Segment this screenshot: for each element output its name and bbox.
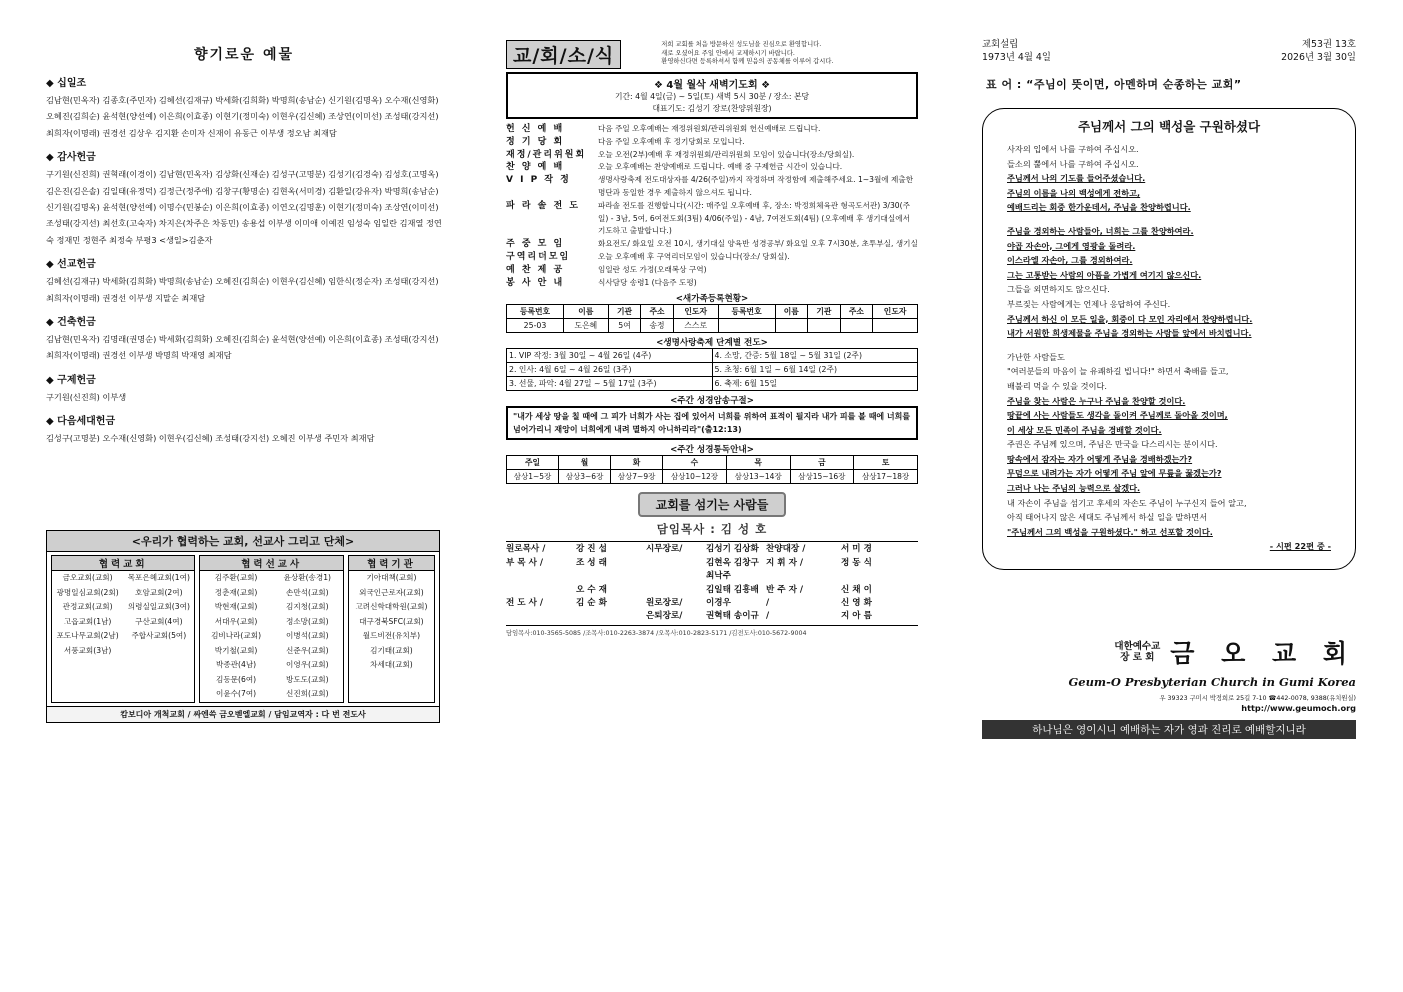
scripture-line: 땅끝에 사는 사람들도 생각을 돌이켜 주님께로 돌아올 것이며, (1007, 410, 1228, 421)
staff-row (506, 584, 918, 597)
bible-day-header: 수 (663, 456, 727, 470)
announcement-label: 재정/관리위원회 (506, 149, 587, 160)
staff-cell (646, 584, 706, 597)
staff-cell: 정 동 식 (841, 557, 872, 568)
announcement-label: 주 중 모 임 (506, 239, 565, 250)
announcement-text: 다음 주일 오후예배 후 정기당회로 모입니다. (598, 136, 745, 146)
offerings-title: 향기로운 예물 (193, 47, 295, 63)
registration-cell: 5여 (608, 319, 641, 333)
bible-reading-cell: 삼상1~5장 (507, 470, 559, 484)
partner-missionaries (199, 555, 343, 703)
staff-cell: 찬양대장 / (766, 544, 806, 555)
bible-reading-cell: 삼상7~9장 (611, 470, 663, 484)
partner-church: 광명일심교회(2회) (56, 587, 119, 597)
registration-header-cell: 주소 (840, 305, 873, 319)
scripture-line: 예배드리는 회중 한가운데서, 주님을 찬양하렵니다. (1007, 202, 1191, 213)
staff-cell (506, 584, 576, 597)
registration-cell (808, 319, 841, 333)
partner-church: 관정교회(교회) (62, 602, 113, 611)
dawn-prayer-leader: 대표기도: 김성기 장로(찬양위원장) (652, 104, 772, 113)
registration-header-cell: 이름 (775, 305, 808, 319)
evangelism-step: 2. 인사: 4월 6일 ~ 4월 26일 (3주) (507, 363, 713, 377)
evangelism-step: 1. VIP 작정: 3월 30일 ~ 4월 26일 (4주) (507, 349, 713, 363)
scripture-line: 부르짖는 사람에게는 언제나 응답하여 주신다. (1007, 298, 1171, 309)
scripture-line: 내 자손이 주님을 섬기고 후세의 자손도 주님이 누구신지 들어 알고, (1007, 497, 1247, 508)
offering-donor-list: 구기원(신진희) 권혁래(이경이) 김남현(민옥자) 김상화(신재순) 김성구(고명분) 김성기(김경숙) 김성호(고명옥) 김은진(김은솔) 김일태(유정덕) 김정근(정주애) 김창구(황명순) 김현옥(서미경) 김환일(강유자) 박명희(송남순) 신기원(김명옥) 윤석현(양선예) 이명수(민봉순) 이은희(이효종) 이연오(김명훈) 이현기(정미숙) 조상연(이미선) 조성태(강지선) 최선호(고숙자) 차지은(차주은 차동민) 송용섭 이부생 이미애 이예진 임성숙 임일란 김재열 정연숙 정재민 정현주 최정숙 부평3 <생일>김춘자 (46, 169, 442, 245)
evangelism-table (506, 348, 918, 391)
staff-cell: 원로목사 / (506, 544, 546, 555)
offering-section-heading: ◆ 건축헌금 (46, 317, 96, 329)
staff-cell: 서 미 경 (841, 544, 872, 555)
offering-section (46, 313, 442, 364)
scripture-line: 이 세상 모든 민족이 주님을 경배할 것이다. (1007, 424, 1162, 435)
staff-row (506, 597, 918, 610)
bible-reading-caption: <주간 성경통독안내> (670, 445, 754, 456)
offering-section (46, 148, 442, 248)
partner-organization: 차세대(교회) (370, 660, 413, 669)
church-address: 우 39323 구미시 박정희로 25길 7-10 ☎442-0078, 9388(유치원실) (1159, 695, 1356, 702)
scripture-line: "여러분들의 마음이 늘 유쾌하길 빕니다!" 하면서 축배를 들고, (1007, 366, 1229, 377)
partner-missionary: 김지청(교회) (286, 602, 329, 611)
dawn-prayer-box (506, 72, 918, 119)
church-motto: 표 어 : “주님이 뜻이면, 아멘하며 순종하는 교회” (986, 78, 1242, 91)
established-label: 교회설립 (982, 39, 1019, 50)
scripture-line: 아직 태어나지 않은 세대도 주님께서 하실 일을 말하면서 (1007, 512, 1208, 523)
registration-cell (718, 319, 775, 333)
offering-sections (46, 74, 442, 447)
staff-list (506, 541, 918, 625)
scripture-line: 그는 고통받는 사람의 아픔을 가볍게 여기지 않으신다. (1007, 269, 1202, 280)
partner-churches (51, 555, 195, 703)
offerings-column (46, 38, 442, 447)
news-title: 교/회/소/식 (506, 40, 621, 69)
announcement-label: 정 기 당 회 (506, 136, 565, 147)
dawn-prayer-title: ❖ 4월 월삭 새벽기도회 ❖ (653, 80, 771, 91)
offering-section (46, 255, 442, 306)
offering-section (46, 412, 442, 446)
senior-pastor: 담임목사 : 김 성 호 (656, 522, 768, 537)
staff-cell: 반 주 자 / (766, 584, 804, 595)
offering-section (46, 371, 442, 405)
partner-church: 의령실일교회(3여) (127, 602, 190, 611)
offering-donor-list: 김남현(민옥자) 김명래(권명순) 박세화(김희화) 오혜진(김희순) 윤석현(양선예) 이은희(이효종) 조성태(강지선) 최희자(이명래) 권경선 이부생 박명희 박재영 최재담 (46, 334, 439, 361)
offering-donor-list: 김성구(고명분) 오수재(신영화) 이현우(김신혜) 조성태(강지선) 오혜진 이부생 주민자 최재담 (46, 433, 375, 444)
partner-missionary: 김비나라(교회) (211, 631, 262, 640)
partner-missionaries-header: 협력선교사 (200, 556, 342, 571)
offering-section (46, 74, 442, 141)
staff-cell (576, 610, 646, 623)
scripture-line: 주권은 주님께 있으며, 주님은 만국을 다스리시는 분이시다. (1007, 439, 1218, 450)
registration-header-cell: 등록번호 (507, 305, 564, 319)
partner-missionary: 방도도(교회) (286, 674, 329, 684)
partner-church: 금오교회(교회) (62, 573, 113, 582)
partner-organization: 월드비전(유치부) (362, 631, 421, 640)
scripture-gap (1007, 341, 1331, 350)
announcement-label: 헌 신 예 배 (506, 124, 565, 134)
scripture-line: 야곱 자손아, 그에게 영광을 돌려라. (1007, 240, 1136, 251)
scripture-line: 이스라엘 자손아, 그를 경외하여라. (1007, 255, 1133, 266)
partner-missionary: 서대우(교회) (214, 616, 258, 626)
partner-church: 구산교회(4여) (135, 616, 183, 626)
scripture-line: 무덤으로 내려가는 자가 어떻게 주님 앞에 무릎을 꿇겠는가? (1007, 468, 1222, 479)
staff-cell: 권혁태 송이규 (706, 611, 759, 622)
registration-header-cell: 등록번호 (718, 305, 775, 319)
staff-row (506, 610, 918, 623)
issue-date: 2026년 3월 30일 (1281, 52, 1356, 63)
announcement-text: 오늘 오후예배는 찬양예배로 드립니다. 예배 중 구제헌금 시간이 있습니다. (598, 162, 843, 172)
bible-day-header: 월 (559, 456, 611, 470)
announcement-text: 다음 주일 오후예배는 재정위원회/관리위원회 헌신예배로 드립니다. (598, 124, 821, 133)
denomination (1114, 641, 1160, 663)
evangelism-step: 4. 소망, 간증: 5월 18일 ~ 5월 31일 (2주) (712, 349, 918, 363)
staff-cell: 지 휘 자 / (766, 557, 804, 568)
partner-missionary: 김동문(6여) (216, 674, 257, 684)
offering-section-heading: ◆ 다음세대헌금 (46, 416, 116, 428)
scripture-line: 배불리 먹을 수 있을 것이다. (1007, 380, 1108, 391)
partner-missionary: 박종관(4남) (216, 660, 257, 669)
bottom-verse-bar: 하나님은 영이시니 예배하는 자가 영과 진리로 예배할지니라 (982, 720, 1356, 739)
evangelism-step: 3. 선물, 파악: 4월 27일 ~ 5월 17일 (3주) (507, 377, 713, 391)
scripture-line: 내가 서원한 희생제물을 주님을 경외하는 사람들 앞에서 바치렵니다. (1007, 328, 1252, 339)
welcome-message (661, 41, 833, 67)
registration-cell: 스스로 (673, 319, 718, 333)
cooperation-title: <우리가 협력하는 교회, 선교사 그리고 단체> (47, 531, 439, 552)
phone-numbers: 담임목사:010-3565-5085 /조목사:010-2263-3874 /오목사:010-2823-5171 /김전도사:010-5672-9004 (506, 629, 807, 637)
announcement-label: 구역리더모임 (506, 251, 571, 262)
registration-header-cell: 기관 (808, 305, 841, 319)
evangelism-step: 6. 축제: 6월 15일 (712, 377, 918, 391)
scripture-title: 주님께서 그의 백성을 구원하셨다 (1077, 119, 1261, 134)
announcement-text: 화요전도/ 화요일 오전 10시, 생기대실 양육반 성경공부/ 화요일 오후 7시30분, 초투부실, 생기실 (598, 239, 918, 249)
partner-missionary: 이병석(교회) (286, 631, 329, 640)
scripture-box (982, 108, 1356, 570)
scripture-line: 그러나 나는 주님의 능력으로 살겠다. (1007, 483, 1141, 494)
church-website[interactable]: http://www.geumoch.org (1241, 703, 1356, 713)
church-english-name: Geum-O Presbyterian Church in Gumi Korea (1068, 675, 1356, 689)
scripture-line: 주님께서 하신 이 모든 일을, 회중이 다 모인 자리에서 찬양하렵니다. (1007, 313, 1253, 324)
cooperation-box (46, 530, 440, 723)
staff-cell: 김성기 김상화 (706, 544, 759, 555)
bible-reading-cell: 삼상10~12장 (663, 470, 727, 484)
bible-day-header: 금 (790, 456, 854, 470)
welcome-line: 새로 오셨어요 주일 안에서 교제하시기 바랍니다. (661, 49, 795, 57)
staff-cell: 김 순 화 (576, 597, 607, 608)
partner-church: 호암교회(2여) (135, 587, 183, 597)
offering-section-heading: ◆ 십일조 (46, 78, 87, 89)
welcome-line: 환영하신다면 등록하셔서 함께 믿음의 공동체를 이루어 갑시다. (661, 58, 834, 66)
staff-cell: / (766, 611, 770, 622)
staff-cell: 부 목 사 / (506, 557, 544, 568)
registration-header-cell: 주소 (641, 305, 674, 319)
scripture-line: 주님께서 나의 기도를 들어주셨습니다. (1007, 173, 1146, 184)
partner-church: 주합사교회(5여) (131, 631, 187, 640)
partner-churches-header: 협력교회 (52, 556, 194, 571)
staff-row (506, 557, 918, 584)
bible-reading-table (506, 455, 918, 484)
announcement-text: 파라솔 전도를 진행합니다(시간: 매주일 오후예배 후, 장소: 박정희체육관 형곡도서관) 3/30(주일) - 3남, 5여, 6여전도회(3팀) 4/06(주일) - 4남, 7여전도회(4팀) (오후예배 후 생기대실에서 기도하고 출발합니다.) (598, 200, 910, 236)
announcement-text: 오늘 오전(2부)예배 후 재정위원회/관리위원회 모임이 있습니다(장소/당회실). (598, 149, 855, 159)
staff-cell: 오 수 재 (576, 584, 607, 595)
registration-header-cell: 기관 (608, 305, 641, 319)
partner-missionary: 박기철(교회) (214, 645, 258, 655)
staff-cell: 시무장로/ (646, 544, 683, 555)
staff-cell: 전 도 사 / (506, 597, 544, 608)
partner-church: 포도나무교회(2남) (56, 631, 119, 640)
dawn-prayer-schedule: 기간: 4월 4일(금) ~ 5일(토) 새벽 5시 30분 / 장소: 본당 (614, 92, 810, 101)
denomination-line-2: 장 로 회 (1120, 652, 1155, 663)
partner-missionary: 윤상환(송경1) (283, 573, 332, 582)
staff-cell: 은퇴장로/ (646, 611, 683, 622)
scripture-line: 땅속에서 잠자는 자가 어떻게 주님을 경배하겠는가? (1007, 453, 1193, 464)
announcement-label: V I P 작 정 (506, 175, 571, 186)
volume-number: 제53권 13호 (1301, 39, 1356, 50)
partner-missionary: 신준우(교회) (286, 645, 329, 655)
church-name: 금 오 교 회 (1170, 639, 1356, 668)
registration-header-cell: 인도자 (673, 305, 718, 319)
announcement-label: 봉 사 안 내 (506, 277, 565, 288)
partner-organization: 고려신학대학원(교회) (355, 602, 428, 611)
partner-church: 목포은혜교회(1여) (127, 573, 190, 582)
partner-church: 고읍교회(1남) (63, 616, 112, 626)
announcement-text: 식사담당 송령1 (다음주 도평) (598, 277, 697, 287)
staff-row (506, 543, 918, 556)
registration-cell (840, 319, 873, 333)
registration-header-cell: 인도자 (873, 305, 918, 319)
registration-cell: 도은혜 (563, 319, 608, 333)
registration-header-cell: 이름 (563, 305, 608, 319)
registration-cell: 25-03 (507, 319, 564, 333)
announcement-text: 임일란 성도 가정(오래복상 구역) (598, 264, 707, 274)
welcome-line: 저희 교회를 처음 방문하신 성도님을 진심으로 환영합니다. (661, 41, 822, 49)
evangelism-step: 5. 초청: 6월 1일 ~ 6월 14일 (2주) (712, 363, 918, 377)
partner-organization: 김기태(교회) (370, 645, 413, 655)
established-date: 1973년 4월 4일 (982, 52, 1051, 63)
memory-verse: "내가 세상 땅을 칠 때에 그 피가 너희가 사는 집에 있어서 너희를 위하여 표적이 될지라 내가 피를 볼 때에 너희를 넘어가리니 재앙이 너희에게 내려 멸하지 아니하리라"(출12:13) (506, 406, 918, 440)
announcement-text: 생명사랑축제 전도대상자를 4/26(주일)까지 작정하며 작정함에 제출해주세요. 1~3월에 제출한 명단과 동일한 경우 제출하지 않으셔도 됩니다. (598, 175, 914, 197)
staff-cell: 원로장로/ (646, 597, 683, 608)
registration-caption: <새가족등록현황> (675, 294, 749, 305)
scripture-line: 주님을 찾는 사람은 누구나 주님을 찬양할 것이다. (1007, 395, 1186, 406)
partner-missionary: 이윤수(7여) (216, 689, 257, 698)
church-info (1068, 634, 1356, 713)
staff-cell: 강 진 섭 (576, 544, 607, 555)
registration-table (506, 304, 918, 333)
partner-church: 서풍교회(3남) (63, 645, 112, 655)
scripture-line: 들소의 뿔에서 나를 구하여 주십시오. (1007, 158, 1139, 169)
cooperation-footer: 캄보디아 개척교회 / 싸엔쓱 금오벧엘교회 / 담임교역자 : 다 번 전도사 (47, 706, 439, 722)
cooperation-body (47, 552, 439, 706)
scripture-line: 주님을 경외하는 사람들아, 너희는 그를 찬양하여라. (1007, 225, 1194, 236)
scripture-gap (1007, 215, 1331, 224)
offering-donor-list: 김혜선(김재규) 박세화(김희화) 박명희(송남순) 오혜진(김희순) 이현우(김신혜) 임한식(정순자) 조성태(강지선) 최희자(이명래) 권경선 이부생 지말순 최재담 (46, 276, 439, 303)
partner-missionary: 정소망(교회) (286, 616, 329, 626)
bible-reading-cell: 삼상3~6장 (559, 470, 611, 484)
scripture-line: 가난한 사람들도 (1007, 351, 1065, 362)
offering-section-heading: ◆ 구제헌금 (46, 374, 96, 386)
staff-cell: / (766, 597, 770, 608)
staff-cell: 조 성 래 (576, 557, 607, 568)
partner-organization: 대구경북SFC(교회) (359, 616, 424, 626)
evangelism-caption: <생명사랑축제 단계별 전도> (656, 338, 768, 349)
partner-missionary: 김주환(교회) (214, 573, 258, 582)
scripture-line: 사자의 입에서 나를 구하여 주십시오. (1007, 144, 1139, 154)
church-servants-label: 교회를 섬기는 사람들 (638, 492, 787, 517)
staff-cell: 신 영 화 (841, 597, 872, 608)
news-column (506, 38, 918, 637)
offering-section-heading: ◆ 감사헌금 (46, 152, 96, 164)
partner-organizations (348, 555, 435, 703)
scripture-line: 그들을 외면하지도 않으신다. (1007, 284, 1110, 295)
scripture-line: 주님의 이름을 나의 백성에게 전하고, (1007, 187, 1141, 198)
staff-cell: 이경우 (706, 597, 731, 608)
announcements (506, 123, 918, 289)
partner-missionary: 이영우(교회) (286, 660, 329, 669)
offering-donor-list: 구기원(신진희) 이부생 (46, 391, 127, 402)
partner-missionary: 손만석(교회) (286, 587, 329, 597)
staff-cell: 지 아 름 (841, 611, 872, 622)
verse-caption: <주간 성경암송구절> (670, 396, 754, 407)
bible-day-header: 목 (726, 456, 790, 470)
bible-day-header: 화 (611, 456, 663, 470)
staff-cell: 신 채 이 (841, 584, 872, 595)
offering-section-heading: ◆ 선교헌금 (46, 259, 96, 271)
partner-missionary: 정춘재(교회) (214, 587, 258, 597)
registration-cell (873, 319, 918, 333)
offering-donor-list: 김남현(민옥자) 김종호(주민자) 김혜선(김재규) 박세화(김희화) 박명희(송남순) 신기원(김명옥) 오수재(신영화) 오혜진(김희순) 윤석현(양선예) 이은희(이효종) 이현기(정미숙) 이현우(김신혜) 조상연(이미선) 조성태(강지선) 최희자(이명래) 권경선 김상우 김지환 손미자 신재이 유동근 이부생 정오남 최재담 (46, 95, 439, 138)
staff-cell: 김현옥 김창구 최낙주 (706, 557, 759, 582)
partner-organization: 외국인근로자(교회) (359, 587, 424, 597)
partner-organizations-header: 협력기관 (349, 556, 434, 571)
partner-missionary: 박현재(교회) (214, 602, 258, 611)
announcement-label: 파 라 솔 전 도 (506, 200, 581, 211)
announcement-text: 오늘 오후예배 후 구역리더모임이 있습니다(장소/ 당회실). (598, 251, 790, 261)
denomination-line-1: 대한예수교 (1114, 641, 1161, 652)
partner-missionary: 신진희(교회) (286, 689, 329, 698)
announcement-label: 예 찬 제 공 (506, 264, 565, 275)
announcement-label: 찬 양 예 배 (506, 162, 565, 173)
registration-cell: 송정 (641, 319, 674, 333)
bible-day-header: 토 (854, 456, 918, 470)
bible-reading-cell: 삼상17~18장 (854, 470, 918, 484)
staff-cell (506, 610, 576, 623)
bible-day-header: 주일 (507, 456, 559, 470)
scripture-line: "주님께서 그의 백성을 구원하셨다." 하고 선포할 것이다. (1007, 526, 1213, 537)
bible-reading-cell: 삼상15~16장 (790, 470, 854, 484)
staff-cell: 김일태 김흥배 (706, 584, 759, 595)
staff-cell (646, 557, 706, 584)
bible-reading-cell: 삼상13~14장 (726, 470, 790, 484)
scripture-source: - 시편 22편 중 - (1269, 541, 1331, 552)
cover-column (982, 38, 1356, 748)
partner-organization: 기아대책(교회) (366, 573, 417, 582)
registration-cell (775, 319, 808, 333)
